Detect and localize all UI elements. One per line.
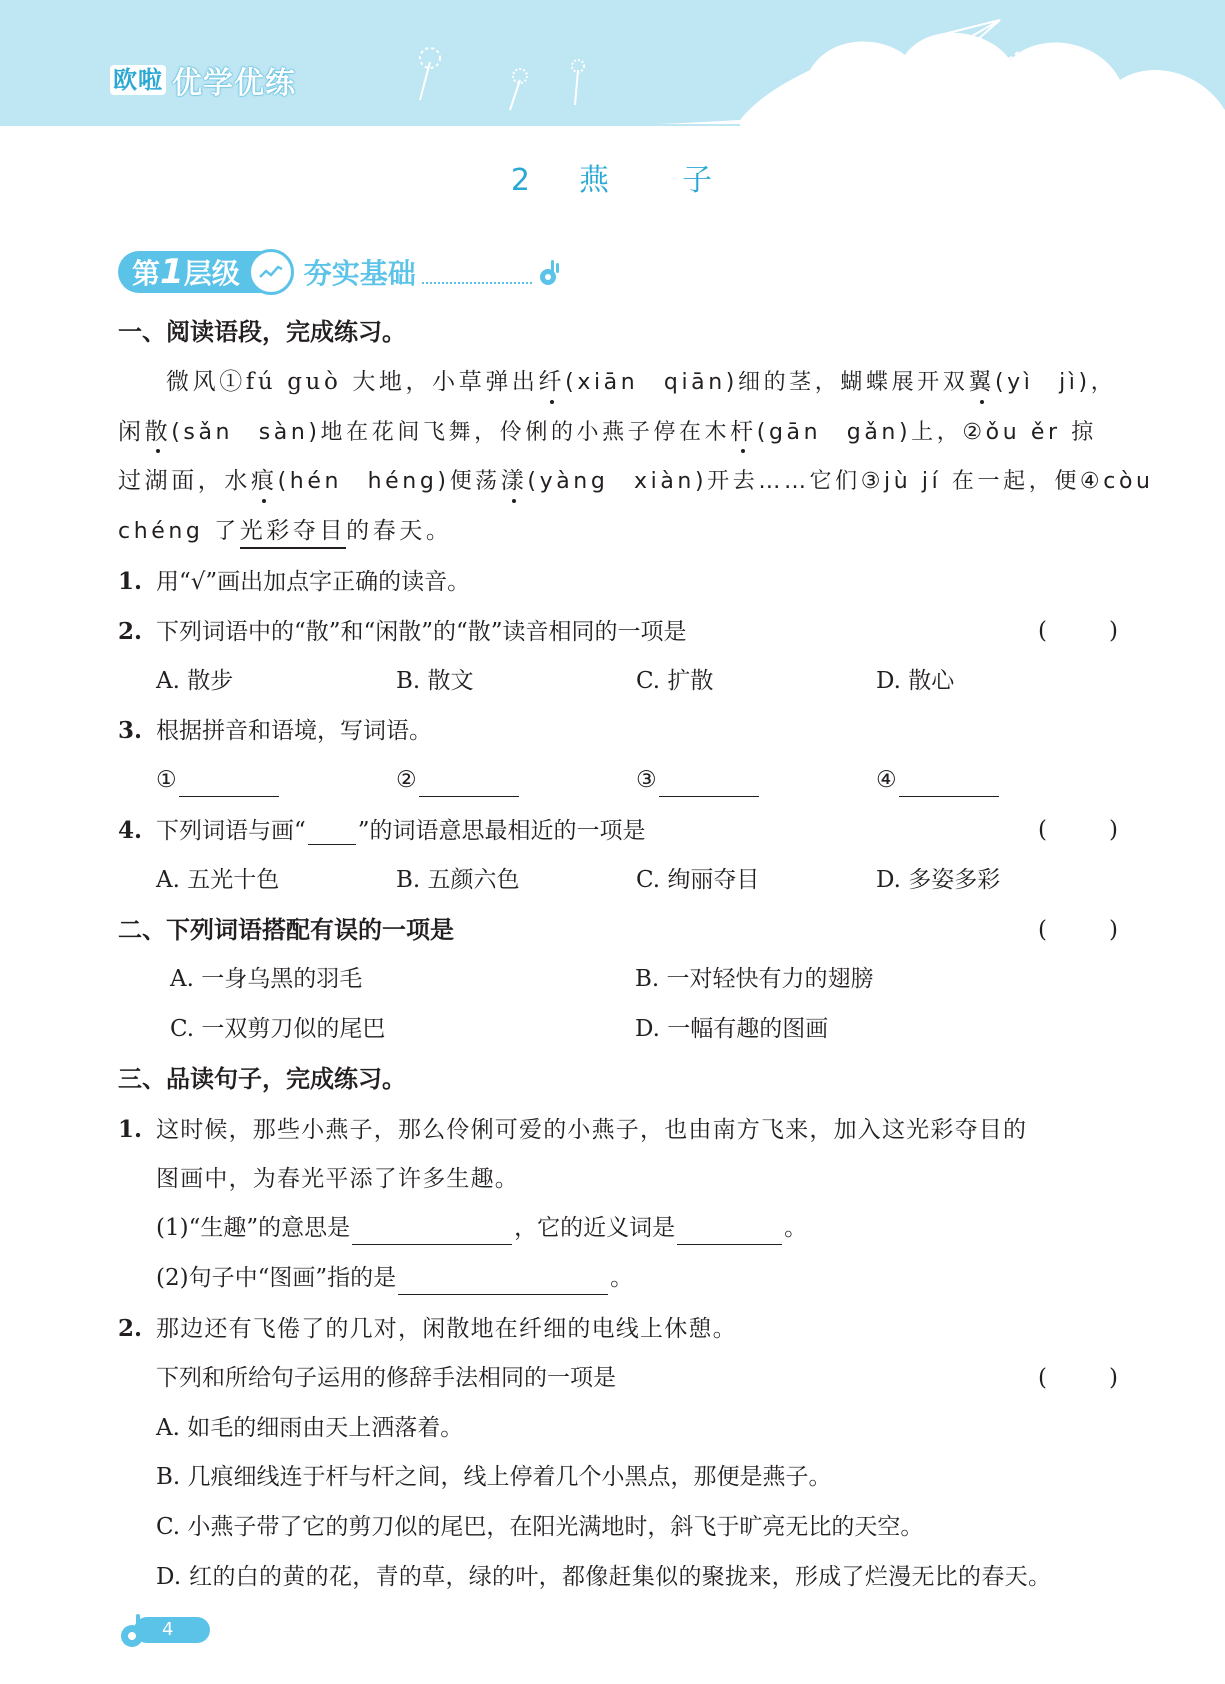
lesson-number: 2 xyxy=(510,163,532,198)
brand-prefix: 欧啦 xyxy=(110,65,166,95)
question-3-1-sub1 xyxy=(118,1204,1118,1254)
question-3-2-prompt xyxy=(118,1354,1118,1404)
sub-question-text: 。 xyxy=(610,1265,634,1292)
brand-logo xyxy=(110,58,296,102)
option-b[interactable]: B. 五颜六色 xyxy=(396,866,520,893)
section1-heading: 一、阅读语段，完成练习。 xyxy=(118,318,406,346)
question-number: 4. xyxy=(118,816,143,844)
question-text: 下列词语中的“散”和“闲散”的“散”读音相同的一项是 xyxy=(156,618,687,645)
dotted-char: 漾 xyxy=(501,457,528,507)
section2-heading: 二、下列词语搭配有误的一项是 xyxy=(118,915,454,944)
question-text: 这时候，那些小燕子，那么伶俐可爱的小燕子，也由南方飞来，加入这光彩夺目的 xyxy=(156,1116,1028,1143)
option-d[interactable]: D. 多姿多彩 xyxy=(876,866,1001,893)
dotted-char: 散 xyxy=(145,408,172,458)
answer-parentheses[interactable]: ( ) xyxy=(1038,1364,1118,1391)
answer-blank[interactable] xyxy=(398,1264,608,1295)
option-b[interactable]: B. 一对轻快有力的翅膀 xyxy=(635,966,874,993)
underlined-phrase: 光彩夺目 xyxy=(240,515,346,549)
question-text: 下列词语与画“ xyxy=(156,817,306,844)
passage-line-2 xyxy=(118,408,1118,458)
question-1-1 xyxy=(118,557,1118,607)
sub-question-text: (1)“生趣”的意思是 xyxy=(156,1215,351,1242)
question-1-2 xyxy=(118,607,1118,657)
level-name: 夯实基础 xyxy=(303,257,416,290)
sub-question-text: (2)句子中“图画”指的是 xyxy=(156,1265,397,1292)
worksheet-content xyxy=(118,308,1154,1603)
page-footer xyxy=(118,1612,210,1648)
sub-question-text: 。 xyxy=(784,1215,808,1242)
passage-text: 微风①fú guò 大地，小草弹出 xyxy=(166,368,539,395)
question-number: 2. xyxy=(118,1314,143,1342)
level-tag-suffix: 层级 xyxy=(183,257,240,290)
option-d[interactable]: D. 红的白的黄的花，青的草，绿的叶，都像赶集似的聚拢来，形成了烂漫无比的春天。 xyxy=(156,1563,1052,1590)
question-1-4-options xyxy=(118,856,1118,906)
answer-parentheses[interactable]: ( ) xyxy=(1038,816,1118,843)
question-number: 1. xyxy=(118,567,143,595)
answer-blank[interactable] xyxy=(179,766,279,797)
answer-blank[interactable] xyxy=(352,1214,512,1245)
question-3-1-line1 xyxy=(118,1105,1118,1155)
sub-question-text: ，它的近义词是 xyxy=(514,1215,676,1242)
answer-parentheses[interactable]: ( ) xyxy=(1038,617,1118,644)
answer-parentheses[interactable]: ( ) xyxy=(1038,916,1118,943)
question-text: 下列和所给句子运用的修辞手法相同的一项是 xyxy=(156,1364,616,1391)
brand-main: 优学优练 xyxy=(172,66,296,101)
passage-text: (hén héng)便荡 xyxy=(277,469,501,495)
option-c[interactable]: C. 小燕子带了它的剪刀似的尾巴，在阳光满地时，斜飞于旷亮无比的天空。 xyxy=(156,1514,924,1541)
option-a[interactable]: A. 如毛的细雨由天上洒落着。 xyxy=(156,1414,464,1441)
option-b[interactable]: B. 散文 xyxy=(396,667,474,694)
passage-text: chéng 了 xyxy=(118,519,240,545)
level-banner xyxy=(118,250,560,294)
dotted-char: 翼 xyxy=(968,358,995,408)
passage-line-3 xyxy=(118,457,1154,507)
underline-mark xyxy=(308,818,356,845)
question-text: 那边还有飞倦了的几对，闲散地在纤细的电线上休憩。 xyxy=(156,1315,737,1342)
question-number: 2. xyxy=(118,617,143,645)
section2-options-row1 xyxy=(118,955,1118,1005)
option-a[interactable]: A. 一身乌黑的羽毛 xyxy=(170,966,363,993)
passage-text: (yì jì)， xyxy=(994,369,1117,395)
answer-blank[interactable] xyxy=(419,766,519,797)
passage-text: (yàng xiàn)开去……它们③jù jí 在一起，便④còu xyxy=(527,469,1154,495)
option-c[interactable]: C. 一双剪刀似的尾巴 xyxy=(170,1016,386,1043)
option-d[interactable]: D. 一幅有趣的图画 xyxy=(635,1016,829,1043)
question-3-2 xyxy=(118,1304,1118,1354)
question-1-3-blanks xyxy=(118,756,1118,806)
question-3-1-line2: 图画中，为春光平添了许多生趣。 xyxy=(156,1165,519,1192)
question-text: 根据拼音和语境，写词语。 xyxy=(156,718,432,745)
passage-text: 闲 xyxy=(118,418,145,445)
level-tag-prefix: 第 xyxy=(132,257,161,290)
question-number: 1. xyxy=(118,1115,143,1143)
question-3-1-sub2 xyxy=(118,1254,1118,1304)
passage-text: (sǎn sàn)地在花间飞舞，伶俐的小燕子停在木 xyxy=(171,419,731,445)
dotted-char: 杆 xyxy=(730,408,757,458)
question-number: 3. xyxy=(118,717,143,745)
option-c[interactable]: C. 扩散 xyxy=(636,667,714,694)
passage-text: (gān gǎn)上，②ǒu ěr 掠 xyxy=(756,419,1097,445)
lesson-title-char1: 燕 xyxy=(579,163,612,198)
growth-chart-icon xyxy=(248,249,294,295)
option-a[interactable]: A. 散步 xyxy=(156,667,234,694)
level-divider xyxy=(422,260,532,284)
level-tag-number: 1 xyxy=(160,252,184,292)
page-number: 4 xyxy=(134,1617,210,1643)
blank-1: ① xyxy=(156,756,396,806)
blank-2: ② xyxy=(396,756,636,806)
passage-text: 的春天。 xyxy=(346,518,453,545)
dotted-char: 痕 xyxy=(251,457,278,507)
passage-text: 过湖面，水 xyxy=(118,468,251,495)
answer-blank[interactable] xyxy=(899,766,999,797)
ok-hand-icon xyxy=(118,1612,150,1648)
level-tag xyxy=(118,251,270,293)
answer-blank[interactable] xyxy=(677,1214,782,1245)
passage-text: (xiān qiān)细的茎，蝴蝶展开双 xyxy=(565,369,969,395)
section3-heading: 三、品读句子，完成练习。 xyxy=(118,1064,406,1093)
answer-blank[interactable] xyxy=(659,766,759,797)
option-c[interactable]: C. 绚丽夺目 xyxy=(636,866,760,893)
lesson-title-char2: 子 xyxy=(682,163,715,198)
section2-options-row2 xyxy=(118,1005,1118,1055)
ok-hand-icon xyxy=(538,257,560,287)
question-text: ”的词语意思最相近的一项是 xyxy=(357,817,646,844)
passage-line-1 xyxy=(118,358,1118,408)
question-1-4 xyxy=(118,806,1118,856)
option-d[interactable]: D. 散心 xyxy=(876,667,955,694)
passage-line-4 xyxy=(118,507,1118,557)
lesson-title xyxy=(0,155,1225,199)
blank-4: ④ xyxy=(876,756,1116,806)
question-1-3 xyxy=(118,706,1118,756)
option-a[interactable]: A. 五光十色 xyxy=(156,866,280,893)
section2 xyxy=(118,906,1118,956)
dotted-char: 纤 xyxy=(539,358,566,408)
question-1-2-options xyxy=(118,657,1118,707)
blank-3: ③ xyxy=(636,756,876,806)
option-b[interactable]: B. 几痕细线连于杆与杆之间，线上停着几个小黑点，那便是燕子。 xyxy=(156,1464,832,1491)
question-text: 用“√”画出加点字正确的读音。 xyxy=(156,568,471,595)
